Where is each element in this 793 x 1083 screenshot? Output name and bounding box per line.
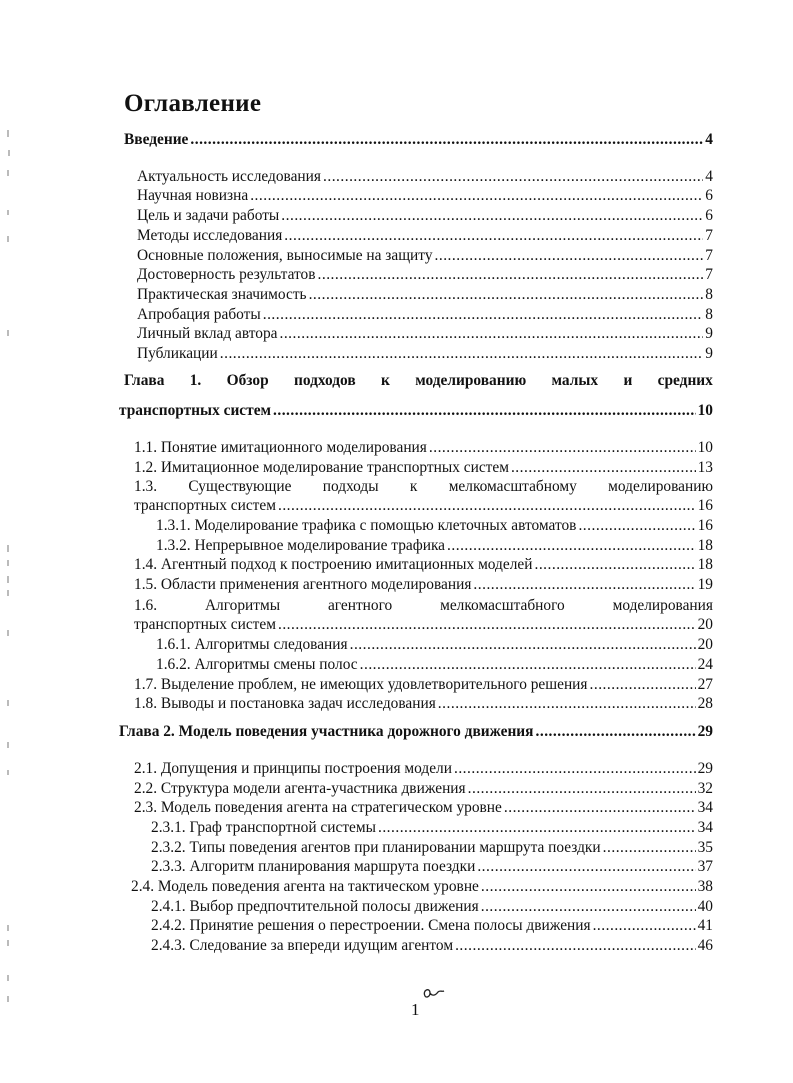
word: Существующие xyxy=(188,478,292,495)
toc-entry-page: 4 xyxy=(705,131,713,148)
toc-entry-page: 46 xyxy=(697,937,713,954)
dot-leader xyxy=(534,555,695,574)
toc-entry[interactable] xyxy=(134,575,713,594)
toc-entry[interactable] xyxy=(134,555,713,574)
toc-entry-label: 2.4. Модель поведения агента на тактическом уровне xyxy=(131,878,479,895)
word: моделированию xyxy=(608,478,713,495)
toc-entry-page: 41 xyxy=(697,917,713,934)
toc-entry-label: Введение xyxy=(124,131,189,148)
toc-entry-page: 29 xyxy=(697,723,713,740)
toc-entry-page: 20 xyxy=(697,616,713,633)
toc-entry-label: транспортных систем xyxy=(134,616,276,633)
toc-chapter2[interactable] xyxy=(119,722,713,741)
toc-entry-label: 1.6.1. Алгоритмы следования xyxy=(156,636,348,653)
dot-leader xyxy=(536,722,696,741)
toc-entry[interactable] xyxy=(137,324,713,343)
dot-leader xyxy=(378,818,696,837)
toc-entry-label: Достоверность результатов xyxy=(137,266,316,283)
toc-entry-page: 27 xyxy=(697,676,713,693)
toc-entry-label: Методы исследования xyxy=(137,227,283,244)
dot-leader xyxy=(481,897,696,916)
dot-leader xyxy=(447,536,696,555)
toc-entry-page: 9 xyxy=(705,345,713,362)
toc-entry-page: 37 xyxy=(697,858,713,875)
toc-chapter1-line1[interactable] xyxy=(124,371,713,390)
toc-entry-label: 1.2. Имитационное моделирование транспортных систем xyxy=(134,459,509,476)
toc-entry[interactable] xyxy=(151,916,713,935)
word: Глава xyxy=(124,372,165,389)
dot-leader xyxy=(481,877,696,896)
toc-entry-page: 29 xyxy=(697,760,713,777)
word: к xyxy=(380,372,390,389)
word: малых xyxy=(551,372,599,389)
dot-leader xyxy=(278,615,696,634)
toc-entry[interactable] xyxy=(151,838,713,857)
toc-entry[interactable] xyxy=(151,818,713,837)
word: и xyxy=(623,372,633,389)
toc-entry-page: 38 xyxy=(697,878,713,895)
word: мелкомасштабного xyxy=(440,597,565,614)
toc-chapter1-line2[interactable] xyxy=(119,401,713,420)
toc-entry-page: 9 xyxy=(705,325,713,342)
toc-entry-page: 16 xyxy=(697,497,713,514)
toc-entry[interactable] xyxy=(137,206,713,225)
dot-leader xyxy=(438,694,696,713)
toc-entry[interactable] xyxy=(134,438,713,457)
dot-leader xyxy=(511,458,696,477)
toc-section-1-3-line1[interactable] xyxy=(134,477,713,496)
toc-entry-page: 7 xyxy=(705,227,713,244)
dot-leader xyxy=(190,130,703,149)
handwritten-mark-icon xyxy=(419,984,445,1004)
dot-leader xyxy=(318,265,704,284)
toc-entry-page: 10 xyxy=(697,402,713,419)
word: агентного xyxy=(327,597,393,614)
dot-leader xyxy=(309,285,704,304)
word: к xyxy=(409,478,418,495)
dot-leader xyxy=(263,305,704,324)
toc-entry-page: 7 xyxy=(705,266,713,283)
toc-entry-label: 2.3.3. Алгоритм планирования маршрута поездки xyxy=(151,858,476,875)
dot-leader xyxy=(578,516,695,535)
word: подходов xyxy=(293,372,356,389)
toc-entry[interactable] xyxy=(137,265,713,284)
toc-entry-label: 1.6.2. Алгоритмы смены полос xyxy=(156,656,358,673)
toc-entry[interactable] xyxy=(137,186,713,205)
toc-entry-page: 32 xyxy=(697,780,713,797)
toc-entry[interactable] xyxy=(134,779,713,798)
word: мелкомасштабному xyxy=(448,478,577,495)
toc-entry-label: Личный вклад автора xyxy=(137,325,278,342)
toc-entry-page: 24 xyxy=(697,656,713,673)
dot-leader xyxy=(281,206,703,225)
toc-entry-page: 35 xyxy=(697,839,713,856)
dot-leader xyxy=(593,916,696,935)
dot-leader xyxy=(504,798,696,817)
toc-entry-label: 2.4.2. Принятие решения о перестроении. Смена полосы движения xyxy=(151,917,591,934)
dot-leader xyxy=(590,675,696,694)
toc-entry[interactable] xyxy=(156,655,713,674)
toc-entry-page: 34 xyxy=(697,799,713,816)
toc-entry-page: 16 xyxy=(697,517,713,534)
word: 1. xyxy=(189,372,202,389)
toc-section-1-6-line2[interactable] xyxy=(134,615,713,634)
dot-leader xyxy=(279,324,703,343)
toc-entry[interactable] xyxy=(156,536,713,555)
dot-leader xyxy=(477,857,695,876)
toc-entry-page: 7 xyxy=(705,247,713,264)
word: Алгоритмы xyxy=(204,597,281,614)
toc-entry-label: Цель и задачи работы xyxy=(137,207,280,224)
toc-entry-page: 20 xyxy=(697,636,713,653)
toc-entry[interactable] xyxy=(151,897,713,916)
toc-entry-label: Научная новизна xyxy=(137,187,249,204)
toc-entry-label: 2.2. Структура модели агента-участника движения xyxy=(134,780,466,797)
toc-entry[interactable] xyxy=(137,167,713,186)
dot-leader xyxy=(455,936,696,955)
toc-entry[interactable] xyxy=(151,857,713,876)
toc-entry-label: 1.8. Выводы и постановка задач исследования xyxy=(134,695,436,712)
dot-leader xyxy=(435,246,704,265)
page-number: 1 xyxy=(411,1000,420,1019)
toc-entry[interactable] xyxy=(137,344,713,363)
toc-entry-label: 2.4.1. Выбор предпочтительной полосы движения xyxy=(151,898,479,915)
toc-entry[interactable] xyxy=(137,226,713,245)
toc-title: Оглавление xyxy=(124,90,262,117)
toc-entry-label: транспортных систем xyxy=(119,402,272,419)
dot-leader xyxy=(454,759,696,778)
dot-leader xyxy=(220,344,704,363)
toc-section-1-3-line2[interactable] xyxy=(134,496,713,515)
toc-entry[interactable] xyxy=(137,285,713,304)
toc-entry-page: 18 xyxy=(697,537,713,554)
toc-entry-label: 2.3.2. Типы поведения агентов при планировании маршрута поездки xyxy=(151,839,601,856)
toc-entry-label: 2.3. Модель поведения агента на стратегическом уровне xyxy=(134,799,502,816)
toc-entry-label: Апробация работы xyxy=(137,306,261,323)
word: Обзор xyxy=(226,372,269,389)
toc-entry-page: 28 xyxy=(697,695,713,712)
toc-entry[interactable] xyxy=(134,675,713,694)
dot-leader xyxy=(468,779,696,798)
dot-leader xyxy=(360,655,696,674)
toc-entry-label: 2.3.1. Граф транспортной системы xyxy=(151,819,376,836)
toc-entry[interactable] xyxy=(137,305,713,324)
toc-entry[interactable] xyxy=(134,458,713,477)
word: моделирования xyxy=(612,597,713,614)
toc-entry-label: 2.4.3. Следование за впереди идущим агентом xyxy=(151,937,454,954)
dot-leader xyxy=(473,575,695,594)
toc-entry-label: 1.3.1. Моделирование трафика с помощью клеточных автоматов xyxy=(156,517,577,534)
toc-entry-page: 34 xyxy=(697,819,713,836)
toc-entry[interactable] xyxy=(156,635,713,654)
toc-entry-label: 2.1. Допущения и принципы построения модели xyxy=(134,760,452,777)
toc-entry-page: 6 xyxy=(705,187,713,204)
toc-entry-page: 40 xyxy=(697,898,713,915)
dot-leader xyxy=(323,167,703,186)
word: 1.3. xyxy=(134,478,158,495)
toc-entry-label: 1.5. Области применения агентного моделирования xyxy=(134,576,472,593)
toc-entry[interactable] xyxy=(134,759,713,778)
dot-leader xyxy=(429,438,696,457)
toc-entry-page: 8 xyxy=(705,286,713,303)
toc-entry-page: 13 xyxy=(697,459,713,476)
dot-leader xyxy=(603,838,696,857)
dot-leader xyxy=(284,226,703,245)
toc-entry[interactable] xyxy=(151,936,713,955)
word: моделированию xyxy=(415,372,527,389)
toc-entry-label: Практическая значимость xyxy=(137,286,307,303)
toc-entry-label: Основные положения, выносимые на защиту xyxy=(137,247,433,264)
scan-margin-marks xyxy=(0,0,20,1083)
word: 1.6. xyxy=(134,597,158,614)
dot-leader xyxy=(278,496,696,515)
toc-entry[interactable] xyxy=(156,516,713,535)
toc-entry-label: 1.3.2. Непрерывное моделирование трафика xyxy=(156,537,446,554)
dot-leader xyxy=(250,186,703,205)
toc-entry[interactable] xyxy=(134,694,713,713)
toc-entry-label: 1.7. Выделение проблем, не имеющих удовлетворительного решения xyxy=(134,676,588,693)
toc-entry-page: 6 xyxy=(705,207,713,224)
toc-entry[interactable] xyxy=(137,246,713,265)
word: подходы xyxy=(322,478,379,495)
toc-section-1-6-line1[interactable] xyxy=(134,596,713,615)
toc-entry-label: Публикации xyxy=(137,345,218,362)
toc-entry[interactable] xyxy=(131,877,713,896)
toc-entry-page: 18 xyxy=(697,556,713,573)
toc-entry-label: Глава 2. Модель поведения участника дорожного движения xyxy=(119,723,534,740)
toc-entry-label: 1.1. Понятие имитационного моделирования xyxy=(134,439,427,456)
dot-leader xyxy=(273,401,696,420)
toc-entry[interactable] xyxy=(134,798,713,817)
toc-entry-intro[interactable] xyxy=(124,130,713,149)
dot-leader xyxy=(350,635,696,654)
toc-entry-page: 10 xyxy=(697,439,713,456)
word: средних xyxy=(657,372,713,389)
toc-entry-label: 1.4. Агентный подход к построению имитационных моделей xyxy=(134,556,533,573)
toc-entry-page: 4 xyxy=(705,168,713,185)
toc-entry-page: 19 xyxy=(697,576,713,593)
toc-entry-label: транспортных систем xyxy=(134,497,276,514)
toc-entry-page: 8 xyxy=(705,306,713,323)
toc-entry-label: Актуальность исследования xyxy=(137,168,321,185)
